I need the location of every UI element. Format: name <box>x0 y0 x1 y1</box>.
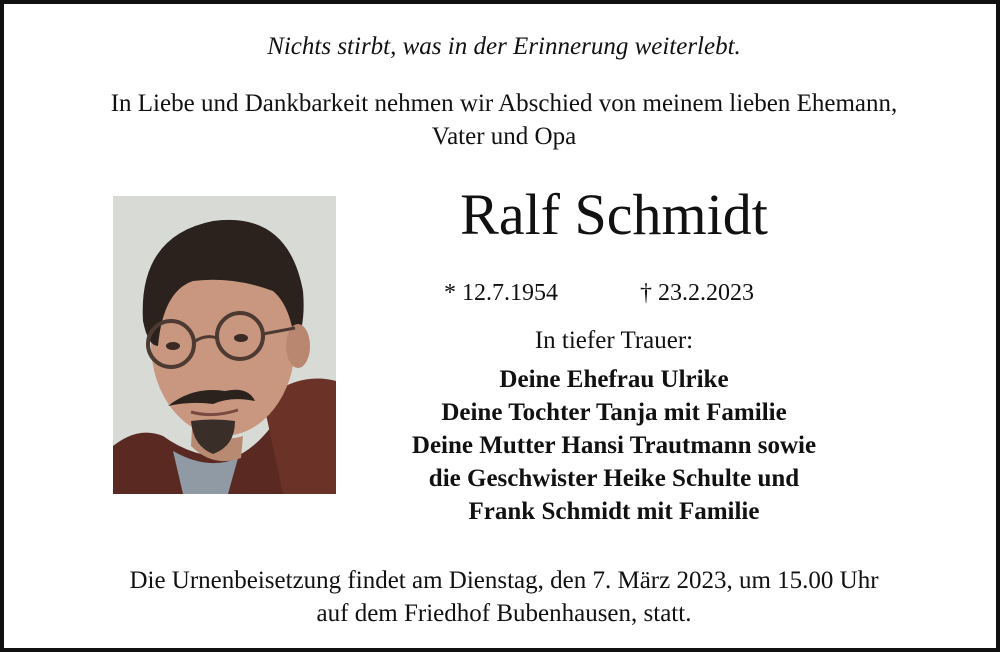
death-date: † 23.2.2023 <box>640 280 754 306</box>
portrait-photo <box>113 196 336 494</box>
mourning-heading: In tiefer Trauer: <box>534 327 694 354</box>
mourner-line: Deine Tochter Tanja mit Familie <box>441 399 787 426</box>
mourner-line: Frank Schmidt mit Familie <box>468 498 760 525</box>
motto: Nichts stirbt, was in der Erinnerung weiterlebt. <box>267 33 741 60</box>
mourners-list <box>334 363 894 528</box>
burial-info <box>4 564 1000 630</box>
burial-line-1: Die Urnenbeisetzung findet am Dienstag, den 7. März 2023, um 15.00 Uhr <box>129 567 879 594</box>
intro-line-2: Vater und Opa <box>431 123 577 150</box>
mourner-line: die Geschwister Heike Schulte und <box>428 465 800 492</box>
intro-line-1: In Liebe und Dankbarkeit nehmen wir Abschied von meinem lieben Ehemann, <box>110 90 898 117</box>
mourner-line: Deine Mutter Hansi Trautmann sowie <box>411 432 817 459</box>
intro-text <box>4 87 1000 153</box>
deceased-name: Ralf Schmidt <box>460 182 768 247</box>
burial-line-2: auf dem Friedhof Bubenhausen, statt. <box>316 600 692 627</box>
birth-date: * 12.7.1954 <box>444 280 558 306</box>
mourner-line: Deine Ehefrau Ulrike <box>499 366 729 393</box>
